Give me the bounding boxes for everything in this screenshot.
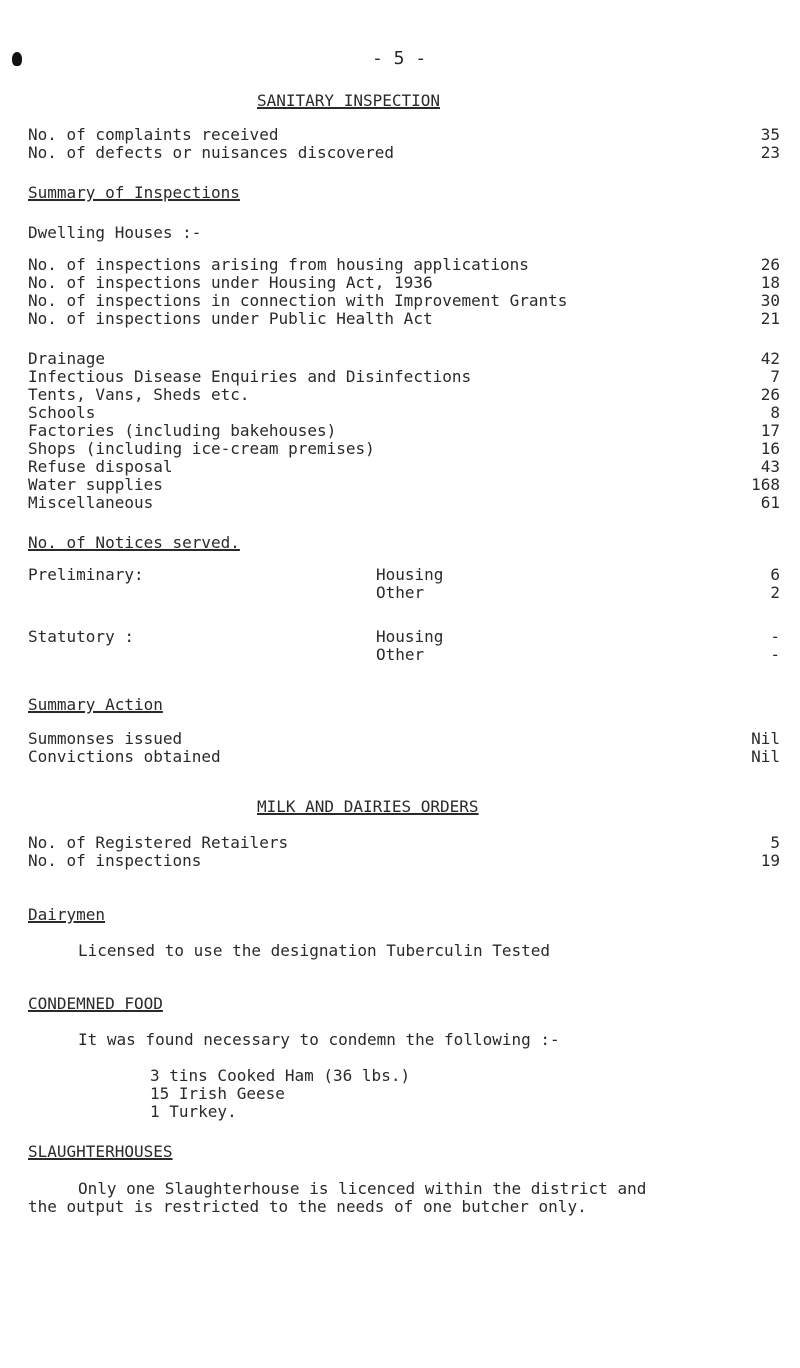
summary-of-inspections-heading: Summary of Inspections	[28, 183, 240, 202]
retailers-label: No. of Registered Retailers	[28, 833, 289, 852]
dwelling-item-label: No. of inspections under Housing Act, 1936	[28, 273, 433, 292]
slaughterhouses-heading: SLAUGHTERHOUSES	[28, 1142, 173, 1161]
dwelling-item-value: 18	[760, 273, 780, 292]
punch-hole-mark	[12, 52, 22, 66]
dwelling-item-label: No. of inspections under Public Health Act	[28, 309, 433, 328]
complaints-value: 35	[760, 125, 780, 144]
preliminary-housing-value: 6	[770, 565, 780, 584]
statutory-housing-label: Housing	[376, 627, 444, 646]
slaughterhouses-line-1: Only one Slaughterhouse is licenced within the district and	[78, 1179, 647, 1198]
retailers-value: 5	[770, 833, 780, 852]
dwelling-item-value: 30	[760, 291, 780, 310]
inspection-item-value: 42	[760, 349, 780, 368]
preliminary-other-value: 2	[770, 583, 780, 602]
dwelling-item-value: 21	[760, 309, 780, 328]
dairymen-heading: Dairymen	[28, 905, 106, 924]
inspection-item-value: 7	[770, 367, 780, 386]
dairymen-text: Licensed to use the designation Tuberculin Tested	[78, 941, 551, 960]
inspection-item-label: Drainage	[28, 349, 106, 368]
milk-dairies-title: MILK AND DAIRIES ORDERS	[257, 797, 479, 816]
inspection-item-value: 16	[760, 439, 780, 458]
inspection-item-label: Factories (including bakehouses)	[28, 421, 337, 440]
statutory-other-label: Other	[376, 645, 425, 664]
dwelling-item-label: No. of inspections in connection with Improvement Grants	[28, 291, 568, 310]
inspection-item-label: Refuse disposal	[28, 457, 173, 476]
statutory-label: Statutory :	[28, 627, 134, 646]
statutory-other-value: -	[770, 645, 780, 664]
condemned-food-item: 15 Irish Geese	[150, 1084, 285, 1103]
milk-inspections-value: 19	[760, 851, 780, 870]
preliminary-other-label: Other	[376, 583, 425, 602]
summary-action-heading: Summary Action	[28, 695, 163, 714]
inspection-item-value: 168	[751, 475, 780, 494]
page-number: - 5 -	[372, 48, 427, 69]
inspection-item-value: 17	[760, 421, 780, 440]
inspection-item-label: Shops (including ice-cream premises)	[28, 439, 375, 458]
inspection-item-label: Schools	[28, 403, 96, 422]
inspection-item-label: Infectious Disease Enquiries and Disinfections	[28, 367, 472, 386]
inspection-item-value: 61	[760, 493, 780, 512]
condemned-food-heading: CONDEMNED FOOD	[28, 994, 163, 1013]
inspection-item-value: 43	[760, 457, 780, 476]
slaughterhouses-line-2: the output is restricted to the needs of one butcher only.	[28, 1197, 587, 1216]
preliminary-housing-label: Housing	[376, 565, 444, 584]
condemned-food-item: 1 Turkey.	[150, 1102, 237, 1121]
defects-label: No. of defects or nuisances discovered	[28, 143, 395, 162]
convictions-value: Nil	[751, 747, 780, 766]
summonses-label: Summonses issued	[28, 729, 183, 748]
condemned-food-item: 3 tins Cooked Ham (36 lbs.)	[150, 1066, 411, 1085]
inspection-item-label: Tents, Vans, Sheds etc.	[28, 385, 250, 404]
inspection-item-value: 26	[760, 385, 780, 404]
dwelling-item-label: No. of inspections arising from housing applications	[28, 255, 529, 274]
dwelling-item-value: 26	[760, 255, 780, 274]
condemned-food-intro: It was found necessary to condemn the following :-	[78, 1030, 560, 1049]
milk-inspections-label: No. of inspections	[28, 851, 202, 870]
notices-served-heading: No. of Notices served.	[28, 533, 240, 552]
preliminary-label: Preliminary:	[28, 565, 144, 584]
defects-value: 23	[760, 143, 780, 162]
inspection-item-value: 8	[770, 403, 780, 422]
complaints-label: No. of complaints received	[28, 125, 279, 144]
inspection-item-label: Miscellaneous	[28, 493, 154, 512]
inspection-item-label: Water supplies	[28, 475, 163, 494]
convictions-label: Convictions obtained	[28, 747, 221, 766]
dwelling-houses-heading: Dwelling Houses :-	[28, 223, 202, 242]
summonses-value: Nil	[751, 729, 780, 748]
sanitary-inspection-title: SANITARY INSPECTION	[257, 91, 441, 110]
statutory-housing-value: -	[770, 627, 780, 646]
